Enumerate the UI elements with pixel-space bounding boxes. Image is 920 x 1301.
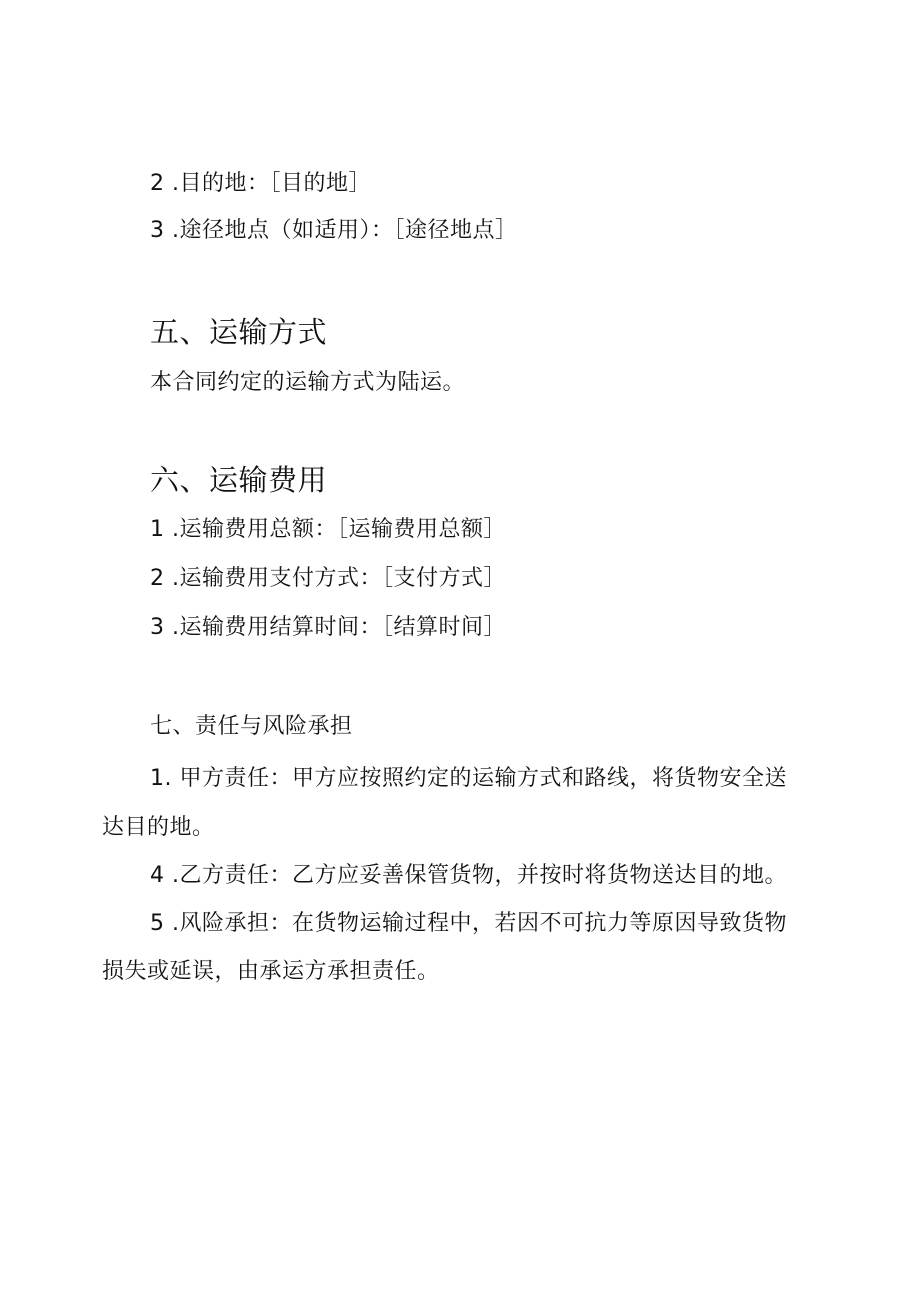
route-item-destination: 2 .目的地：［目的地］ [150,171,371,196]
section-5-text: 本合同约定的运输方式为陆运。 [150,370,466,395]
section-7-item-5-line-2: 损失或延误，由承运方承担责任。 [102,959,440,984]
section-7-item-1-line-2: 达目的地。 [102,815,215,840]
route-item-waypoints: 3 .途径地点（如适用）：［途径地点］ [150,218,518,243]
section-6-item-settlement: 3 .运输费用结算时间：［结算时间］ [150,615,506,640]
section-6-title: 六、运输费用 [150,463,328,497]
section-7-item-5-line-1: 5 .风险承担：在货物运输过程中，若因不可抗力等原因导致货物 [150,911,787,936]
section-7-item-4: 4 .乙方责任：乙方应妥善保管货物，并按时将货物送达目的地。 [150,863,787,888]
section-7-title: 七、责任与风险承担 [150,714,353,739]
section-7-item-1-line-1: 1. 甲方责任：甲方应按照约定的运输方式和路线，将货物安全送 [150,766,787,791]
section-5-title: 五、运输方式 [150,315,328,349]
section-6-item-total: 1 .运输费用总额：［运输费用总额］ [150,517,506,542]
section-6-item-payment: 2 .运输费用支付方式：［支付方式］ [150,566,506,591]
